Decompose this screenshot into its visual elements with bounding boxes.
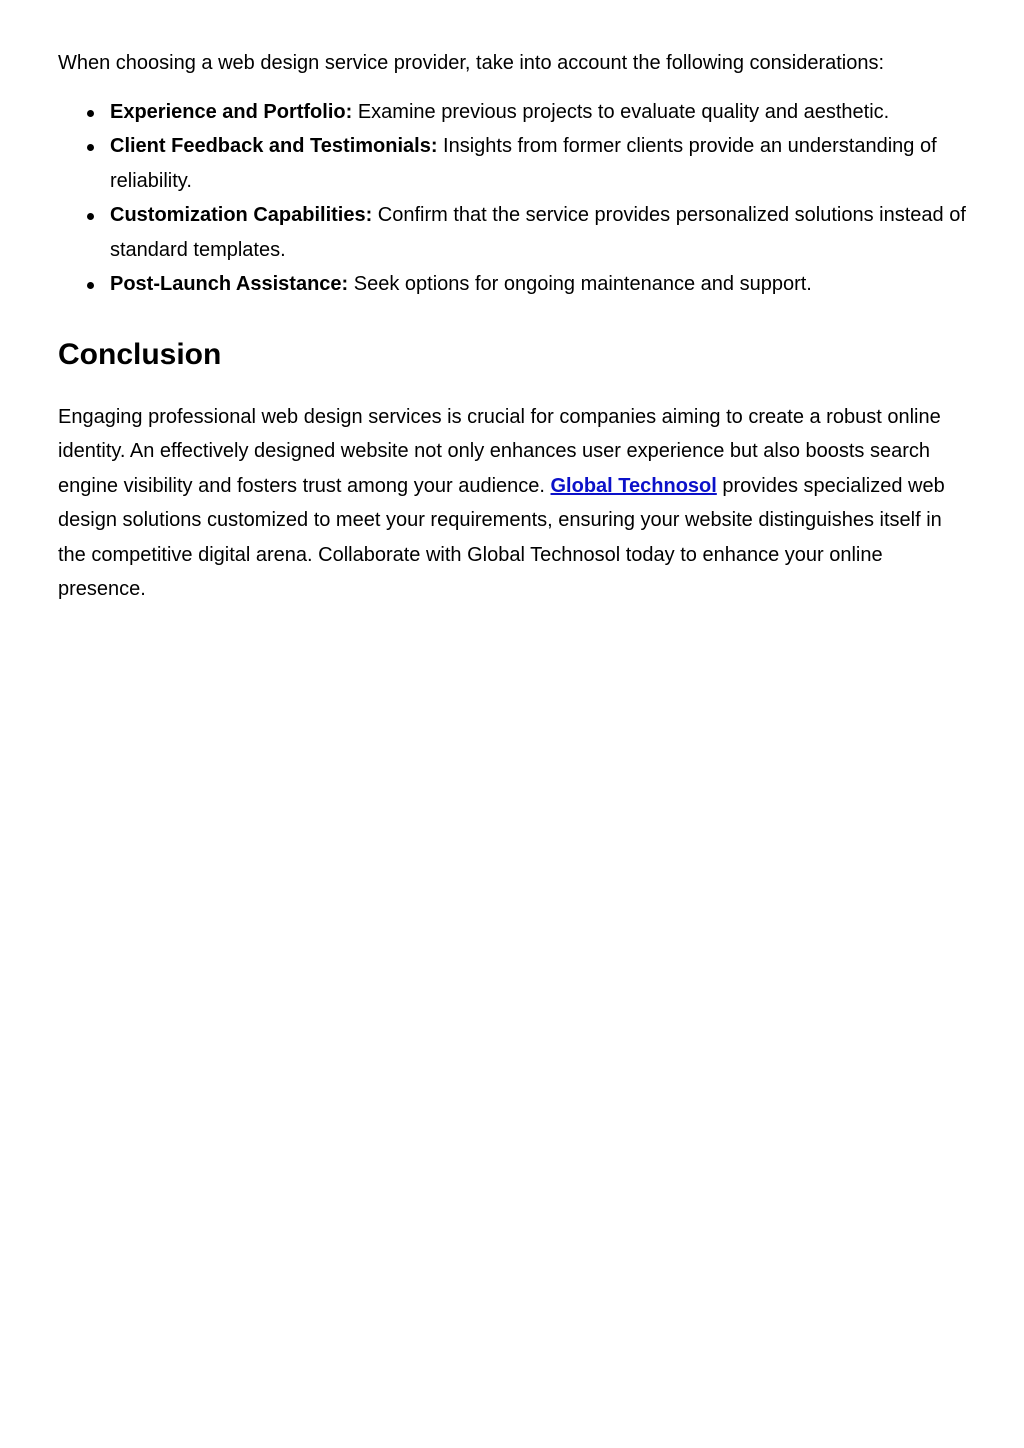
list-item-term: Post-Launch Assistance: (110, 273, 349, 295)
list-item-text: Examine previous projects to evaluate quality and aesthetic. (352, 100, 890, 123)
list-item (58, 95, 968, 130)
bullet-icon (87, 282, 94, 289)
considerations-list (58, 95, 968, 302)
list-item-text: Seek options for ongoing maintenance and support. (348, 273, 812, 295)
list-item (58, 267, 968, 302)
bullet-icon (87, 144, 94, 151)
list-item-text: Insights from former clients provide an understanding of reliability. (110, 135, 937, 192)
conclusion-text-after-link: provides specialized web design solutions customized to meet your requirements, ensuring your website distinguishes itself in the competitive digital arena. Collaborate with Global Technosol today to enhance your online presence. (58, 474, 945, 601)
list-item-term: Experience and Portfolio: (110, 100, 353, 123)
list-item-term: Client Feedback and Testimonials: (110, 135, 438, 157)
list-item (58, 129, 968, 198)
bullet-icon (87, 110, 94, 117)
list-item-term: Customization Capabilities: (110, 204, 373, 226)
conclusion-paragraph (58, 400, 968, 608)
bullet-icon (87, 213, 94, 220)
conclusion-heading: Conclusion (58, 337, 222, 371)
global-technosol-link[interactable]: Global Technosol (550, 474, 717, 497)
list-item (58, 198, 968, 267)
intro-paragraph: When choosing a web design service provider, take into account the following considerations: (58, 52, 885, 74)
conclusion-text-before-link: Engaging professional web design services is crucial for companies aiming to create a robust online identity. An effectively designed website not only enhances user experience but also boosts search engine visibility and fosters trust among your audience. (58, 405, 941, 497)
document-page (58, 46, 968, 607)
list-item-text: Confirm that the service provides personalized solutions instead of standard templates. (110, 204, 966, 261)
